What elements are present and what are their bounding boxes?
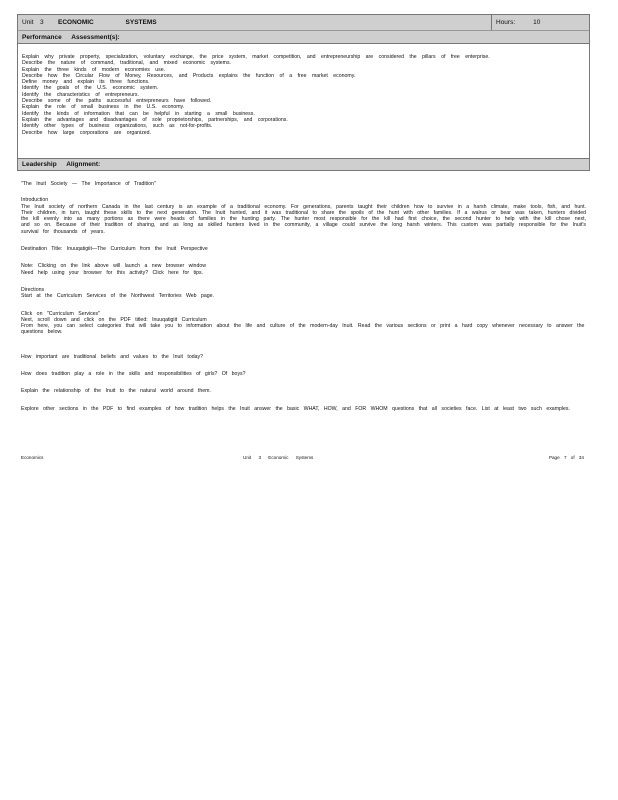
objective-item: Describe how the Circular Flow of Money, Resources, and Products explains the function of a free market economy. <box>22 72 356 79</box>
objectives-list <box>17 44 590 158</box>
page-footer <box>21 455 584 460</box>
question-1: How important are traditional beliefs and values to the Inuit today? <box>21 353 203 360</box>
note-text: Note: Clicking on the link above will launch a new browser window Need help using your browser for this activity? Click here for tips. <box>21 263 206 276</box>
unit-header-row <box>17 14 590 30</box>
directions-steps: Click on "Curriculum Services" Next, scroll down and click on the PDF titled: Inuuqatigiit Curriculum From here, you can select categories that will take you to information about the life and culture of the modern-day Inuit. Read the various sections or print a hard copy whenever necessary to answer the questions below. <box>21 310 585 336</box>
question-4: Explore other sections in the PDF to find examples of how tradition helps the Inuit answer the basic WHAT, HOW, and FOR WHOM questions that all societies face. List at least two such examples. <box>21 405 570 412</box>
article-title: "The Inuit Society — The Importance of Tradition" <box>21 181 156 187</box>
objective-item: Identify the goals of the U.S. economic system. <box>22 85 159 92</box>
objective-item: Explain why private property, specialization, voluntary exchange, the price system, market competition, and entrepreneurship are considered the pillars of free enterprise. <box>22 54 490 60</box>
hours-label: Hours: <box>496 19 516 26</box>
performance-label: Performance Assessment(s): <box>22 33 120 41</box>
question-2: How does tradition play a role in the skills and responsibilities of girls? Of boys? <box>21 371 246 378</box>
leadership-alignment-row <box>17 158 590 171</box>
unit-label: Unit <box>22 19 34 26</box>
objective-item: Identify the characteristics of entrepreneurs. <box>22 91 139 98</box>
footer-page-number: Page 7 of 34 <box>548 455 584 460</box>
unit-title: ECONOMIC SYSTEMS <box>58 19 157 26</box>
question-3: Explain the relationship of the Inuit to the natural world around them. <box>21 388 211 395</box>
objective-item: Explain the advantages and disadvantages of sole proprietorships, partnerships, and corporations. <box>22 116 288 123</box>
footer-left: Economics <box>21 455 44 460</box>
objective-item: Explain the three kinds of modern economies use. <box>22 66 166 73</box>
document-page <box>17 14 590 412</box>
hours-value: 10 <box>533 19 541 26</box>
directions-heading: Directions <box>21 286 45 293</box>
objective-item: Describe the nature of command, traditional, and mixed economic systems. <box>22 60 231 67</box>
objective-item: Define money and explain its three functions. <box>22 79 150 86</box>
directions-text: Start at the Curriculum Services of the Northwest Territories Web page. <box>21 293 214 300</box>
objective-item: Explain the role of small business in the U.S. economy. <box>22 104 185 111</box>
destination-title: Destination Title: Inuuqatigiit—The Curriculum from the Inuit Perspective <box>21 246 208 253</box>
objective-item: Describe some of the paths successful entrepreneurs have followed. <box>22 98 212 105</box>
intro-heading: Introduction <box>21 197 49 204</box>
unit-number: 3 <box>40 19 44 26</box>
objective-item: Identify other types of business organizations, such as not-for-profits. <box>22 123 213 130</box>
performance-assessment-row <box>17 30 590 44</box>
intro-paragraph: The Inuit society of northern Canada in the last century is an example of a traditional economy. For generations, parents taught their children how to survive in a harsh climate, make tools, fish, and hunt. Their children, in turn, taught these skills to the next generation. The Inuit hunted, and it was traditional to share the spoils of the hunt with other families. If a walrus or bear was taken, hunters divided the kill evenly into as many portions as there were heads of families in the hunting party. The hunter most responsible for the kill had first choice, the second hunter to help with the kill chose next, and so on. Because of their tradition of sharing, and as long as skilled hunters lived in the community, a village could survive the long harsh winters. This custom was partially responsible for the Inuit's survival for thousands of years. <box>21 203 586 235</box>
hours-cell <box>491 15 589 30</box>
activity-body <box>17 181 590 412</box>
objective-item: Describe how large corporations are organized. <box>22 129 151 136</box>
objective-item: Identify the kinds of information that can be helpful in starting a small business. <box>22 110 255 117</box>
leadership-label: Leadership Alignment: <box>22 161 101 168</box>
footer-center: Unit 3 Economic Systems <box>243 455 314 460</box>
